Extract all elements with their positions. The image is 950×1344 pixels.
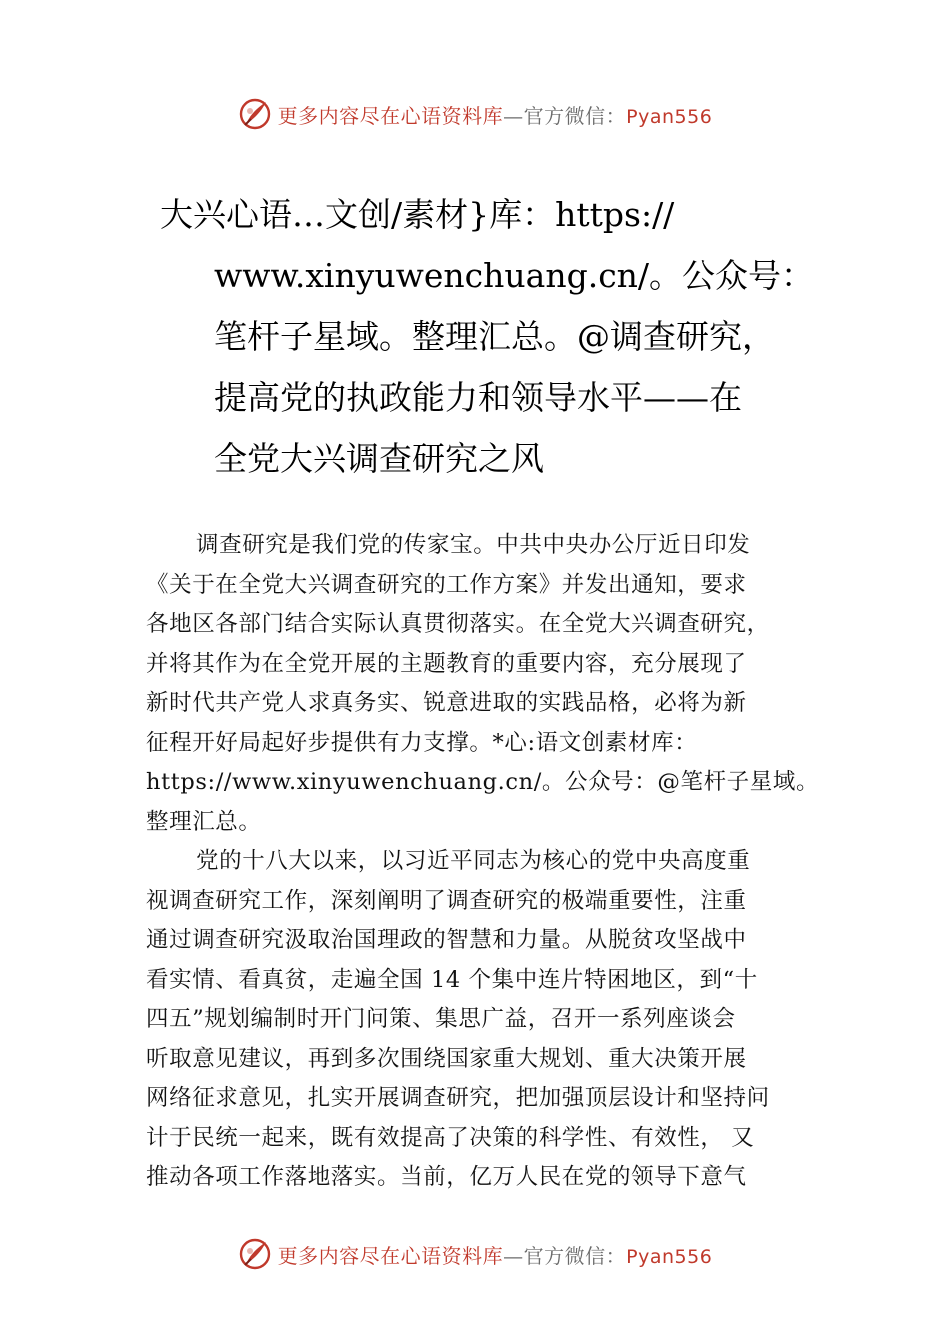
body-line: 视调查研究工作，深刻阐明了调查研究的极端重要性，注重	[146, 887, 747, 914]
body-line: 听取意见建议，再到多次围绕国家重大规划、重大决策开展	[146, 1045, 747, 1072]
body-line: 网络征求意见，扎实开展调查研究，把加强顶层设计和坚持问	[146, 1085, 770, 1111]
banner-dash: —	[503, 103, 524, 128]
banner-content	[238, 1237, 713, 1271]
title-line: 提高党的执政能力和领导水平——在	[214, 378, 742, 417]
document-title	[160, 184, 815, 489]
body-line: 新时代共产党人求真务实、锐意进取的实践品格，必将为新	[146, 690, 747, 716]
banner-wechat-id: Pyan556	[626, 105, 713, 128]
body-line: 通过调查研究汲取治国理政的智慧和力量。从脱贫攻坚战中	[146, 927, 747, 953]
body-line: 党的十八大以来，以习近平同志为核心的党中央高度重	[196, 848, 751, 874]
title-line: 全党大兴调查研究之风	[214, 439, 544, 478]
body-line: 调查研究是我们党的传家宝。中共中央办公厅近日印发	[196, 532, 751, 558]
body-line: 征程开好局起好步提供有力支撑。*心:语文创素材库：	[146, 729, 698, 756]
banner-wechat-id: Pyan556	[626, 1245, 713, 1268]
body-line: 各地区各部门结合实际认真贯彻落实。在全党大兴调查研究，	[146, 611, 770, 637]
body-line: 看实情、看真贫，走遍全国 14 个集中连片特困地区，到“十	[146, 966, 758, 993]
banner-grey-text: 官方微信：	[523, 1243, 627, 1268]
banner-text	[278, 100, 713, 129]
quill-logo-icon	[238, 97, 272, 131]
banner-text	[278, 1240, 713, 1269]
body-line: 四五”规划编制时开门问策、集思广益，召开一系列座谈会	[146, 1006, 736, 1032]
paragraph-1	[146, 526, 820, 842]
quill-logo-icon	[238, 1237, 272, 1271]
title-line: www.xinyuwenchuang.cn/。公众号：	[214, 256, 815, 295]
body-line: https://www.xinyuwenchuang.cn/。公众号：@笔杆子星域。	[146, 769, 820, 795]
body-line: 推动各项工作落地落实。当前，亿万人民在党的领导下意气	[146, 1164, 747, 1190]
paragraph-2	[146, 842, 820, 1198]
banner-dash: —	[503, 1243, 524, 1268]
header-banner	[0, 94, 950, 134]
banner-red-text: 更多内容尽在心语资料库	[277, 103, 504, 128]
title-line: 笔杆子星域。整理汇总。@调查研究，	[214, 317, 775, 356]
body-line: 《关于在全党大兴调查研究的工作方案》并发出通知，要求	[146, 571, 747, 598]
body-line: 并将其作为在全党开展的主题教育的重要内容，充分展现了	[146, 650, 747, 677]
banner-grey-text: 官方微信：	[523, 103, 627, 128]
body-line: 计于民统一起来，既有效提高了决策的科学性、有效性， 又	[146, 1124, 755, 1151]
body-line: 整理汇总。	[146, 808, 262, 835]
banner-red-text: 更多内容尽在心语资料库	[277, 1243, 504, 1268]
footer-banner	[0, 1234, 950, 1274]
document-body	[146, 526, 820, 1198]
title-line: 大兴心语…文创/素材}库：https://	[160, 195, 675, 234]
banner-content	[238, 97, 713, 131]
